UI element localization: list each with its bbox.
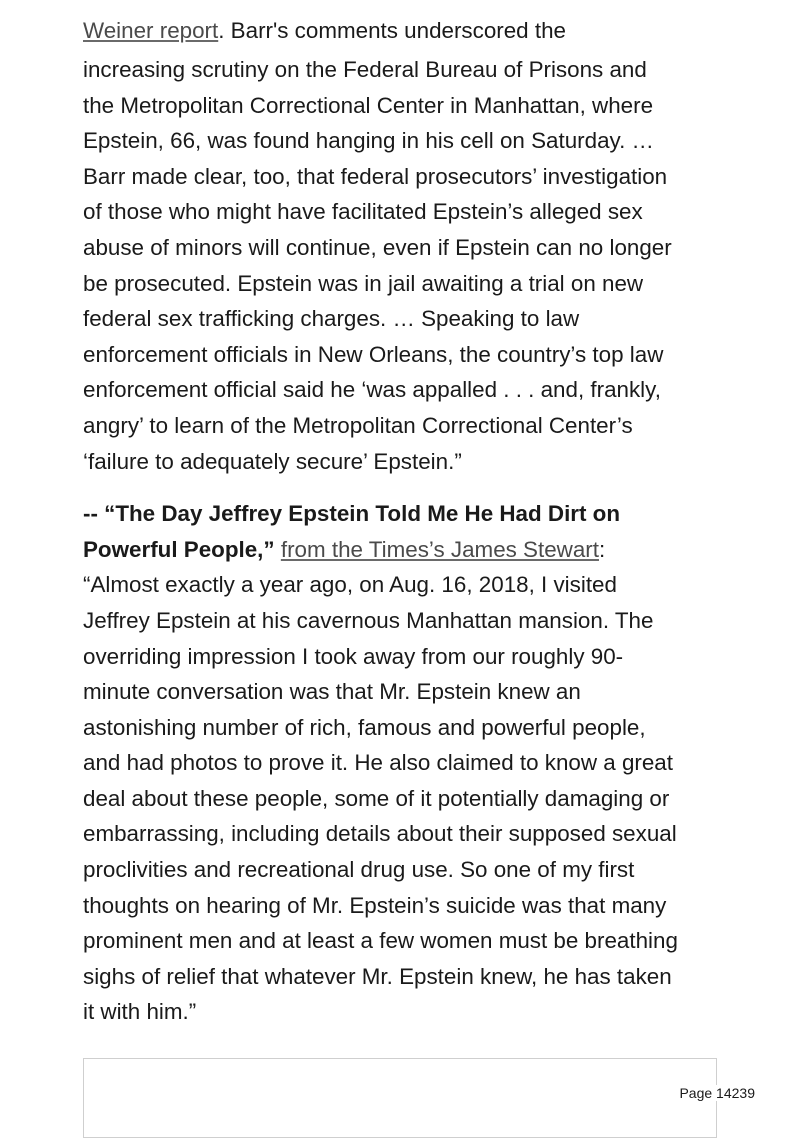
- text-line: angry’ to learn of the Metropolitan Correctional Center’s: [83, 412, 633, 438]
- text-line: Epstein, 66, was found hanging in his cell on Saturday. …: [83, 128, 654, 154]
- text-line: overriding impression I took away from our roughly 90-: [83, 643, 624, 669]
- excerpt-title-source-line: [83, 532, 723, 568]
- colon-text: :: [598, 536, 606, 562]
- text-line: ‘failure to adequately secure’ Epstein.”: [83, 448, 462, 474]
- text-line: prominent men and at least a few women must be breathing: [83, 928, 678, 954]
- weiner-report-link[interactable]: Weiner report: [83, 18, 219, 43]
- excerpt-title-end: Powerful People,”: [83, 536, 275, 562]
- excerpt-title-line: -- “The Day Jeffrey Epstein Told Me He Had Dirt on: [83, 501, 621, 527]
- text-line: “Almost exactly a year ago, on Aug. 16, 2018, I visited: [83, 572, 617, 598]
- text-line: Jeffrey Epstein at his cavernous Manhattan mansion. The: [83, 607, 654, 633]
- page-number: Page 14239: [673, 1085, 755, 1101]
- paragraph-barr-comments: [83, 52, 723, 479]
- text-line: sighs of relief that whatever Mr. Epstein knew, he has taken: [83, 963, 672, 989]
- text-line: abuse of minors will continue, even if Epstein can no longer: [83, 234, 672, 260]
- text-line: Barr made clear, too, that federal prosecutors’ investigation: [83, 163, 668, 189]
- text-line: enforcement official said he ‘was appalled . . . and, frankly,: [83, 377, 661, 403]
- text-line: astonishing number of rich, famous and powerful people,: [83, 714, 646, 740]
- embedded-content-box: [83, 1058, 717, 1138]
- cutoff-text-rest: . Barr's comments underscored the: [218, 18, 566, 43]
- text-line: proclivities and recreational drug use. So one of my first: [83, 857, 635, 883]
- text-line: embarrassing, including details about their supposed sexual: [83, 821, 677, 847]
- james-stewart-link[interactable]: from the Times’s James Stewart: [280, 536, 599, 562]
- text-line: enforcement officials in New Orleans, the country’s top law: [83, 341, 664, 367]
- article-body: [83, 20, 723, 1030]
- text-line: the Metropolitan Correctional Center in Manhattan, where: [83, 92, 654, 118]
- text-line: of those who might have facilitated Epstein’s alleged sex: [83, 199, 643, 225]
- paragraph-stewart-excerpt: [83, 496, 723, 1030]
- text-line: minute conversation was that Mr. Epstein knew an: [83, 679, 581, 705]
- text-line: thoughts on hearing of Mr. Epstein’s suicide was that many: [83, 892, 667, 918]
- text-line: it with him.”: [83, 999, 197, 1025]
- text-line: be prosecuted. Epstein was in jail awaiting a trial on new: [83, 270, 644, 296]
- text-line: increasing scrutiny on the Federal Bureau of Prisons and: [83, 57, 647, 82]
- text-line: deal about these people, some of it potentially damaging or: [83, 785, 670, 811]
- text-line: federal sex trafficking charges. … Speaking to law: [83, 306, 580, 332]
- text-line: and had photos to prove it. He also claimed to know a great: [83, 750, 673, 776]
